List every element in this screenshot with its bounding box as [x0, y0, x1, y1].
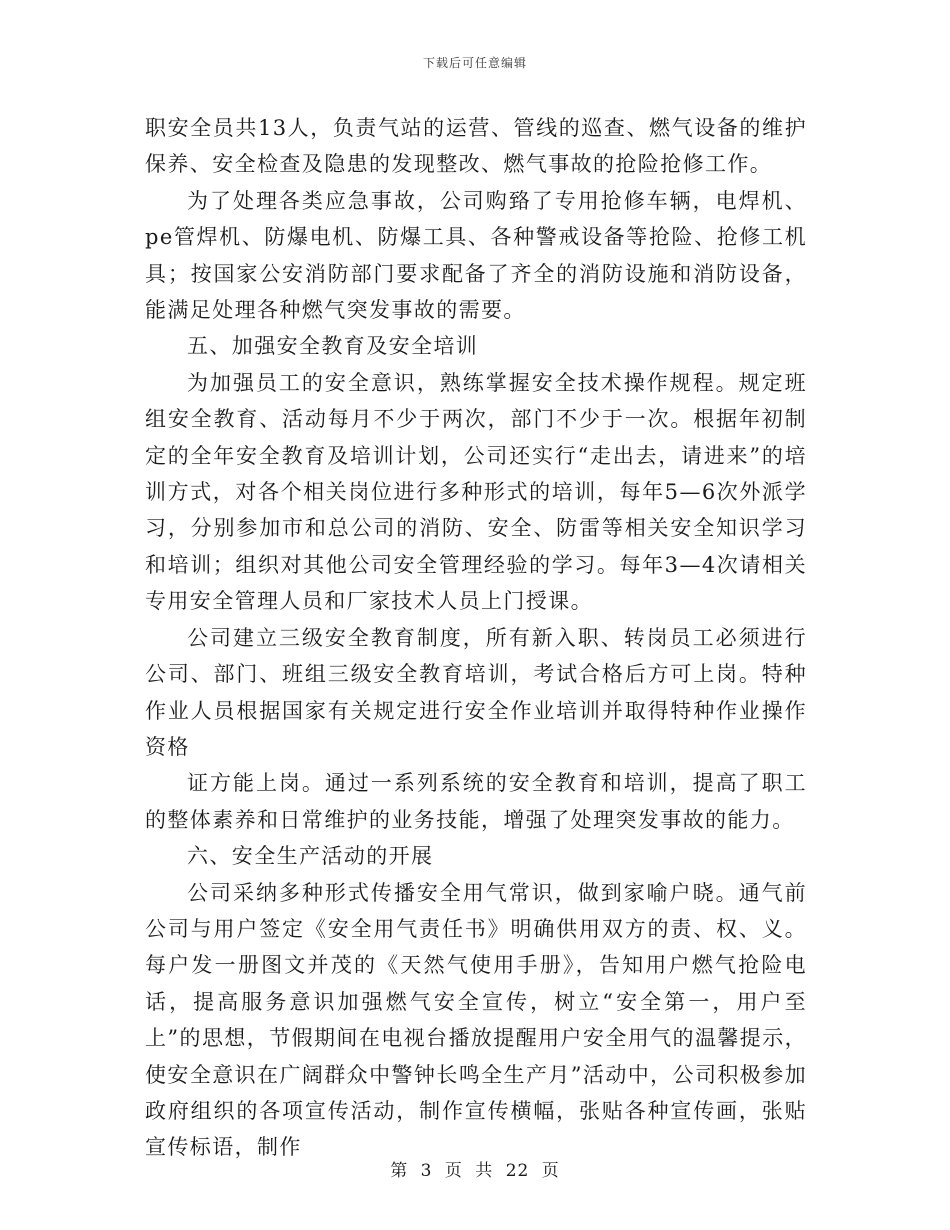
document-body [145, 110, 807, 1166]
section-heading-6: 六、安全生产活动的开展 [187, 844, 434, 869]
paragraph-2: 为了处理各类应急事故，公司购臵了专用抢修车辆，电焊机、pe管焊机、防爆电机、防爆工具、各种警戒设备等抢险、抢修工机具；按国家公安消防部门要求配备了齐全的消防设施和消防设备，能满足处理各种燃气突发事故的需要。 [145, 188, 807, 323]
paragraph-4: 公司建立三级安全教育制度，所有新入职、转岗员工必须进行公司、部门、班组三级安全教育培训，考试合格后方可上岗。特种作业人员根据国家有关规定进行安全作业培训并取得特种作业操作资格 [145, 625, 807, 759]
paragraph-5: 证方能上岗。通过一系列系统的安全教育和培训，提高了职工的整体素养和日常维护的业务技能，增强了处理突发事故的能力。 [145, 771, 807, 832]
page-header: 下载后可任意编辑 [422, 56, 527, 70]
paragraph-1: 职安全员共13人，负责气站的运营、管线的巡查、燃气设备的维护保养、安全检查及隐患的发现整改、燃气事故的抢险抢修工作。 [145, 116, 807, 177]
section-heading-5: 五、加强安全教育及安全培训 [187, 334, 479, 359]
paragraph-6: 公司采纳多种形式传播安全用气常识，做到家喻户晓。通气前公司与用户签定《安全用气责任书》明确供用双方的责、权、义。每户发一册图文并茂的《天然气使用手册》，告知用户燃气抢险电话，提高服务意识加强燃气安全宣传，树立“安全第一，用户至上”的思想，节假期间在电视台播放提醒用户安全用气的温馨提示，使安全意识在广阔群众中警钟长鸣全生产月”活动中，公司积极参加政府组织的各项宣传活动，制作宣传横幅，张贴各种宣传画，张贴宣传标语，制作 [145, 880, 807, 1160]
paragraph-3: 为加强员工的安全意识，熟练掌握安全技术操作规程。规定班组安全教育、活动每月不少于两次，部门不少于一次。根据年初制定的全年安全教育及培训计划，公司还实行“走出去，请进来”的培训方式，对各个相关岗位进行多种形式的培训，每年5—6次外派学习，分别参加市和总公司的消防、安全、防雷等相关安全知识学习和培训；组织对其他公司安全管理经验的学习。每年3—4次请相关专用安全管理人员和厂家技术人员上门授课。 [145, 370, 807, 614]
page-footer: 第 3 页 共 22 页 [390, 1161, 560, 1181]
